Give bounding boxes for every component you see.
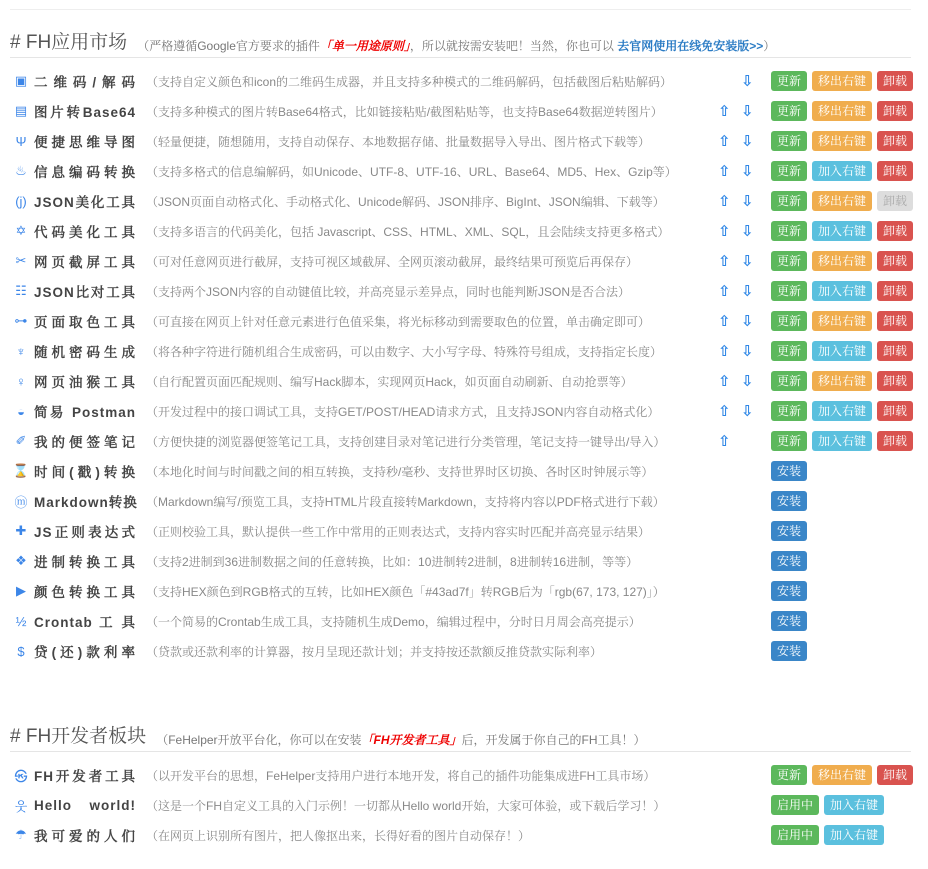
- move-up-icon[interactable]: ⇧: [718, 343, 731, 360]
- tool-actions: [771, 341, 913, 361]
- tool-name[interactable]: 图片转Base64: [34, 105, 136, 120]
- tool-description: （轻量便捷，随想随用，支持自动保存、本地数据存储、批量数据导入导出、图片格式下载等）: [146, 134, 651, 149]
- tool-name[interactable]: 简易 Postman: [34, 405, 136, 420]
- tool-row: [10, 276, 911, 306]
- tool-description: （本地化时间与时间戳之间的相互转换，支持秒/毫秒、支持世界时区切换、各时区时钟展示等）: [146, 464, 654, 479]
- tool-icon: ☂: [15, 827, 27, 842]
- tool-icon: ▣: [14, 73, 28, 88]
- tool-description: （开发过程中的接口调试工具，支持GET/POST/HEAD请求方式，且支持JSON内容自动格式化）: [146, 404, 660, 419]
- move-down-icon[interactable]: ⇩: [741, 223, 754, 240]
- move-up-icon[interactable]: ⇧: [718, 433, 731, 450]
- update-button[interactable]: 更新: [771, 765, 807, 785]
- tool-description: （将各种字符进行随机组合生成密码，可以由数字、大小写字母、特殊符号组成，支持指定长度）: [146, 344, 663, 359]
- tool-name[interactable]: Hello world!: [34, 797, 136, 813]
- tool-icon: ♆: [16, 343, 26, 359]
- tool-name[interactable]: 随机密码生成: [34, 345, 136, 360]
- tool-description: （支持多格式的信息编解码，如Unicode、UTF-8、UTF-16、URL、Base64、MD5、Hex、Gzip等）: [146, 164, 677, 179]
- update-button[interactable]: 更新: [771, 191, 807, 211]
- market-tool-list: [10, 66, 911, 666]
- tool-row: [10, 246, 911, 276]
- on-button[interactable]: 启用中: [771, 795, 819, 815]
- tool-name[interactable]: 网页截屏工具: [34, 255, 136, 270]
- install-button[interactable]: 安装: [771, 521, 807, 541]
- tool-actions: [771, 131, 913, 151]
- tool-name[interactable]: JS正则表达式: [34, 525, 136, 540]
- remove-button[interactable]: 移出右键: [812, 765, 872, 785]
- add-button[interactable]: 加入右键: [812, 341, 872, 361]
- tool-row: [10, 306, 911, 336]
- uninstall-button[interactable]: 卸载: [877, 101, 913, 121]
- tool-description: （一个简易的Crontab生成工具，支持随机生成Demo，编辑过程中，分时日月周会高亮提示）: [146, 614, 641, 629]
- tool-name[interactable]: 代码美化工具: [34, 225, 136, 240]
- tool-name[interactable]: 二维码/解码: [34, 75, 136, 90]
- tool-actions: [771, 825, 884, 845]
- tool-actions: [771, 281, 913, 301]
- developer-header: [10, 722, 911, 752]
- market-header: [10, 28, 911, 58]
- tool-row: [10, 456, 911, 486]
- tool-actions: [771, 371, 913, 391]
- tool-actions: [771, 521, 807, 541]
- disabled-button: 卸载: [877, 191, 913, 211]
- tool-icon: ♀: [16, 373, 26, 389]
- tool-actions: [771, 491, 807, 511]
- tool-actions: [771, 101, 913, 121]
- uninstall-button[interactable]: 卸载: [877, 311, 913, 331]
- tool-actions: [771, 401, 913, 421]
- move-up-icon[interactable]: ⇧: [718, 163, 731, 180]
- tool-icon: ✡: [15, 223, 27, 238]
- move-down-icon[interactable]: ⇩: [741, 193, 754, 210]
- developer-tool-list: [10, 760, 911, 850]
- update-button[interactable]: 更新: [771, 131, 807, 151]
- tool-row: [10, 760, 911, 790]
- tool-name[interactable]: 信息编码转换: [34, 165, 136, 180]
- add-button[interactable]: 加入右键: [812, 281, 872, 301]
- tool-icon: ㉿: [14, 768, 28, 784]
- tool-icon: ◒: [17, 403, 25, 419]
- tool-icon: $: [17, 643, 25, 659]
- tool-actions: [771, 611, 807, 631]
- add-button[interactable]: 加入右键: [812, 431, 872, 451]
- move-down-icon[interactable]: ⇩: [741, 313, 754, 330]
- tool-name[interactable]: FH开发者工具: [34, 769, 136, 784]
- tool-actions: [771, 641, 807, 661]
- developer-section: [10, 722, 911, 850]
- uninstall-button[interactable]: 卸载: [877, 131, 913, 151]
- uninstall-button[interactable]: 卸载: [877, 71, 913, 91]
- tool-name[interactable]: 网页油猴工具: [34, 375, 136, 390]
- add-button[interactable]: 加入右键: [824, 795, 884, 815]
- tool-icon: ✂: [15, 253, 27, 268]
- tool-actions: [771, 191, 913, 211]
- tool-icon: ❖: [15, 553, 27, 568]
- tool-description: （贷款或还款利率的计算器，按月呈现还款计划；并支持按还款额反推贷款实际利率）: [146, 644, 603, 659]
- tool-icon: (j): [15, 193, 27, 209]
- subtitle-text: （严格遵循Google官方要求的插件: [137, 39, 320, 53]
- move-down-icon[interactable]: ⇩: [741, 73, 754, 90]
- tool-row: [10, 790, 911, 820]
- tool-icon: ✚: [15, 523, 27, 538]
- tool-name[interactable]: Markdown转换: [34, 495, 138, 510]
- tool-icon: ♨: [15, 163, 27, 178]
- tool-name[interactable]: 我可爱的人们: [34, 829, 136, 844]
- tool-actions: [771, 431, 913, 451]
- install-button[interactable]: 安装: [771, 581, 807, 601]
- move-down-icon[interactable]: ⇩: [741, 253, 754, 270]
- uninstall-button[interactable]: 卸载: [877, 221, 913, 241]
- tool-description: （可直接在网页上针对任意元素进行色值采集，将光标移动到需要取色的位置，单击确定即可）: [146, 314, 651, 329]
- install-button[interactable]: 安装: [771, 461, 807, 481]
- uninstall-button[interactable]: 卸载: [877, 371, 913, 391]
- developer-title: # FH开发者板块: [10, 726, 147, 747]
- remove-button[interactable]: 移出右键: [812, 371, 872, 391]
- tool-name[interactable]: 页面取色工具: [34, 315, 136, 330]
- tool-icon: ⊶: [14, 313, 28, 328]
- tool-actions: [771, 795, 884, 815]
- tool-description: （支持自定义颜色和icon的二维码生成器，并且支持多种模式的二维码解码，包括截图后粘贴解码）: [146, 74, 673, 89]
- tool-description: （JSON页面自动格式化、手动格式化、Unicode解码、JSON排序、BigInt、JSON编辑、下载等）: [146, 194, 665, 209]
- tool-description: （支持多种模式的图片转Base64格式，比如链接粘贴/截图粘贴等，也支持Base64数据逆转图片）: [146, 104, 663, 119]
- tool-name[interactable]: 便捷思维导图: [34, 135, 136, 150]
- tool-icon: ⌛: [12, 463, 30, 478]
- move-up-icon[interactable]: ⇧: [718, 373, 731, 390]
- tool-actions: [771, 461, 807, 481]
- tool-name[interactable]: 时间(戳)转换: [34, 465, 136, 480]
- update-button[interactable]: 更新: [771, 431, 807, 451]
- developer-subtitle: [156, 732, 645, 748]
- subtitle-highlight: 「FH开发者工具」: [361, 733, 462, 747]
- remove-button[interactable]: 移出右键: [812, 71, 872, 91]
- update-button[interactable]: 更新: [771, 101, 807, 121]
- install-button[interactable]: 安装: [771, 641, 807, 661]
- uninstall-button[interactable]: 卸载: [877, 281, 913, 301]
- tool-name[interactable]: 进制转换工具: [34, 555, 136, 570]
- move-down-icon[interactable]: ⇩: [741, 283, 754, 300]
- update-button[interactable]: 更新: [771, 221, 807, 241]
- tool-actions: [771, 221, 913, 241]
- tool-description: （Markdown编写/预览工具，支持HTML片段直接转Markdown，支持将内容以PDF格式进行下载）: [146, 494, 665, 509]
- tool-row: [10, 486, 911, 516]
- tool-actions: [771, 581, 807, 601]
- tool-icon: Ψ: [15, 133, 27, 149]
- update-button[interactable]: 更新: [771, 341, 807, 361]
- remove-button[interactable]: 移出右键: [812, 251, 872, 271]
- tool-description: （在网页上识别所有图片，把人像抠出来，长得好看的图片自动保存！）: [146, 828, 531, 843]
- move-down-icon[interactable]: ⇩: [741, 403, 754, 420]
- tool-actions: [771, 251, 913, 271]
- tool-icon: ▶: [16, 583, 26, 598]
- uninstall-button[interactable]: 卸载: [877, 161, 913, 181]
- subtitle-text: ，所以就按需安装吧！当然，你也可以: [409, 39, 614, 53]
- tool-icon: ☷: [15, 283, 27, 298]
- tool-row: [10, 636, 911, 666]
- on-button[interactable]: 启用中: [771, 825, 819, 845]
- tool-description: （支持两个JSON内容的自动键值比较，并高亮显示差异点，同时也能判断JSON是否合法）: [146, 284, 631, 299]
- update-button[interactable]: 更新: [771, 251, 807, 271]
- subtitle-highlight: 「单一用途原则」: [319, 39, 410, 53]
- market-title: # FH应用市场: [10, 32, 128, 53]
- tool-description: （支持多语言的代码美化，包括 Javascript、CSS、HTML、XML、SQL，且会陆续支持更多格式）: [146, 224, 670, 239]
- tool-icon: ⓜ: [14, 494, 28, 510]
- tool-row: [10, 426, 911, 456]
- update-button[interactable]: 更新: [771, 401, 807, 421]
- tool-description: （支持2进制到36进制数据之间的任意转换，比如：10进制转2进制，8进制转16进制，等等）: [146, 554, 639, 569]
- online-version-link[interactable]: 去官网使用在线免安装版>>: [617, 39, 764, 53]
- move-up-icon[interactable]: ⇧: [718, 223, 731, 240]
- tool-description: （正则校验工具，默认提供一些工作中常用的正则表达式，支持内容实时匹配并高亮显示结果）: [146, 524, 651, 539]
- add-button[interactable]: 加入右键: [824, 825, 884, 845]
- install-button[interactable]: 安装: [771, 551, 807, 571]
- uninstall-button[interactable]: 卸载: [877, 251, 913, 271]
- tool-description: （方便快捷的浏览器便签笔记工具，支持创建目录对笔记进行分类管理，笔记支持一键导出/导入）: [146, 434, 666, 449]
- tool-description: （可对任意网页进行截屏，支持可视区域截屏、全网页滚动截屏，最终结果可预览后再保存）: [146, 254, 639, 269]
- move-up-icon[interactable]: ⇧: [718, 403, 731, 420]
- tool-row: [10, 336, 911, 366]
- update-button[interactable]: 更新: [771, 161, 807, 181]
- tool-icon: ▤: [14, 103, 28, 118]
- install-button[interactable]: 安装: [771, 491, 807, 511]
- remove-button[interactable]: 移出右键: [812, 101, 872, 121]
- tool-actions: [771, 71, 913, 91]
- uninstall-button[interactable]: 卸载: [877, 765, 913, 785]
- tool-row: [10, 576, 911, 606]
- remove-button[interactable]: 移出右键: [812, 191, 872, 211]
- move-up-icon[interactable]: ⇧: [718, 103, 731, 120]
- add-button[interactable]: 加入右键: [812, 221, 872, 241]
- uninstall-button[interactable]: 卸载: [877, 341, 913, 361]
- tool-row: [10, 186, 911, 216]
- tool-row: [10, 820, 911, 850]
- tool-row: [10, 66, 911, 96]
- tool-name[interactable]: 贷(还)款利率: [34, 645, 136, 660]
- move-down-icon[interactable]: ⇩: [741, 373, 754, 390]
- remove-button[interactable]: 移出右键: [812, 311, 872, 331]
- tool-description: （支持HEX颜色到RGB格式的互转，比如HEX颜色「#43ad7f」转RGB后为「rgb(67, 173, 127)」）: [146, 584, 665, 599]
- move-up-icon[interactable]: ⇧: [718, 133, 731, 150]
- subtitle-text: ）: [763, 39, 776, 53]
- tool-actions: [771, 765, 913, 785]
- tool-row: [10, 96, 911, 126]
- move-up-icon[interactable]: ⇧: [718, 283, 731, 300]
- update-button[interactable]: 更新: [771, 311, 807, 331]
- tool-actions: [771, 311, 913, 331]
- tool-name[interactable]: JSON比对工具: [34, 285, 136, 300]
- subtitle-text: （FeHelper开放平台化，你可以在安装: [156, 733, 362, 747]
- tool-actions: [771, 551, 807, 571]
- tool-icon: ✐: [15, 433, 27, 448]
- tool-row: [10, 516, 911, 546]
- tool-row: [10, 396, 911, 426]
- market-section: [10, 28, 911, 666]
- move-down-icon[interactable]: ⇩: [741, 103, 754, 120]
- remove-button[interactable]: 移出右键: [812, 131, 872, 151]
- tool-description: （自行配置页面匹配规则、编写Hack脚本，实现网页Hack，如页面自动刷新、自动抢票等）: [146, 374, 633, 389]
- move-up-icon[interactable]: ⇧: [718, 193, 731, 210]
- add-button[interactable]: 加入右键: [812, 161, 872, 181]
- uninstall-button[interactable]: 卸载: [877, 401, 913, 421]
- tool-name[interactable]: JSON美化工具: [34, 195, 136, 210]
- move-down-icon[interactable]: ⇩: [741, 163, 754, 180]
- subtitle-text: 后，开发属于你自己的FH工具！）: [461, 733, 646, 747]
- tool-name[interactable]: 我的便签笔记: [34, 435, 136, 450]
- tool-description: （以开发平台的思想，FeHelper支持用户进行本地开发，将自己的插件功能集成进FH工具市场）: [146, 768, 656, 783]
- update-button[interactable]: 更新: [771, 71, 807, 91]
- tool-description: （这是一个FH自定义工具的入门示例！一切都从Hello world开始，大家可体验，或下载后学习！）: [146, 798, 666, 813]
- market-subtitle: [137, 38, 775, 54]
- move-up-icon[interactable]: ⇧: [718, 313, 731, 330]
- tool-row: [10, 156, 911, 186]
- tool-name[interactable]: Crontab 工 具: [34, 615, 136, 630]
- move-up-icon[interactable]: ⇧: [718, 253, 731, 270]
- tool-row: [10, 126, 911, 156]
- add-button[interactable]: 加入右键: [812, 401, 872, 421]
- tool-row: [10, 606, 911, 636]
- move-down-icon[interactable]: ⇩: [741, 343, 754, 360]
- tool-row: [10, 216, 911, 246]
- top-divider: [10, 9, 911, 10]
- tool-row: [10, 366, 911, 396]
- uninstall-button[interactable]: 卸载: [877, 431, 913, 451]
- tool-actions: [771, 161, 913, 181]
- tool-row: [10, 546, 911, 576]
- tool-icon: ½: [15, 613, 27, 629]
- move-down-icon[interactable]: ⇩: [741, 133, 754, 150]
- install-button[interactable]: 安装: [771, 611, 807, 631]
- update-button[interactable]: 更新: [771, 281, 807, 301]
- tool-name[interactable]: 颜色转换工具: [34, 585, 136, 600]
- update-button[interactable]: 更新: [771, 371, 807, 391]
- tool-icon: 웃: [14, 798, 28, 814]
